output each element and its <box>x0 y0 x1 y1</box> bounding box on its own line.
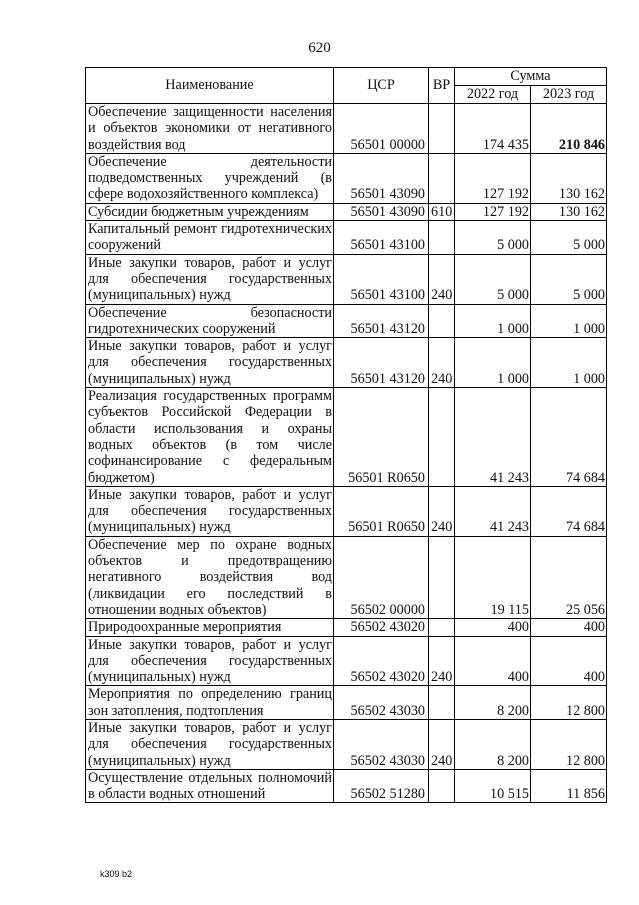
row-name: Реализация государственных программ субъектов Российской Федерации в области использования и охраны водных объектов (в том числе софинансирование с федеральным бюджетом) <box>86 388 334 487</box>
table-row <box>86 153 607 203</box>
row-name: Обеспечение безопасности гидротехнических сооружений <box>86 304 334 338</box>
header-sum: Сумма <box>455 68 607 86</box>
row-2023: 5 000 <box>531 254 607 304</box>
row-2022: 127 192 <box>455 153 531 203</box>
row-name: Иные закупки товаров, работ и услуг для обеспечения государственных (муниципальных) нужд <box>86 338 334 388</box>
row-vr <box>429 388 455 487</box>
row-csr: 56501 R0650 <box>334 388 429 487</box>
footer-code: k309 b2 <box>100 869 133 879</box>
row-2022: 127 192 <box>455 203 531 220</box>
header-year-2023: 2023 год <box>531 86 607 104</box>
row-2023: 400 <box>531 619 607 636</box>
header-csr: ЦСР <box>334 68 429 104</box>
row-name: Обеспечение деятельности подведомственных учреждений (в сфере водохозяйственного комплекса) <box>86 153 334 203</box>
row-2023: 12 800 <box>531 719 607 769</box>
row-vr <box>429 221 455 255</box>
row-2023: 12 800 <box>531 686 607 720</box>
row-2023: 210 846 <box>531 104 607 154</box>
row-csr: 56502 43030 <box>334 719 429 769</box>
table-row <box>86 769 607 803</box>
page-number: 620 <box>308 40 331 56</box>
row-name: Обеспечение мер по охране водных объектов и предотвращению негативного воздействия вод (ликвидации его последствий в отношении водных объектов) <box>86 536 334 618</box>
row-name: Субсидии бюджетным учреждениям <box>86 203 334 220</box>
row-2022: 19 115 <box>455 536 531 618</box>
budget-table <box>85 67 607 803</box>
table-row <box>86 221 607 255</box>
table-row <box>86 619 607 636</box>
header-vr: ВР <box>429 68 455 104</box>
row-2023: 25 056 <box>531 536 607 618</box>
row-csr: 56501 43100 <box>334 221 429 255</box>
row-name: Мероприятия по определению границ зон затопления, подтопления <box>86 686 334 720</box>
row-csr: 56502 43020 <box>334 619 429 636</box>
row-vr <box>429 104 455 154</box>
row-csr: 56501 43100 <box>334 254 429 304</box>
row-csr: 56501 43120 <box>334 338 429 388</box>
row-name: Иные закупки товаров, работ и услуг для обеспечения государственных (муниципальных) нужд <box>86 719 334 769</box>
table-row <box>86 636 607 686</box>
row-2023: 74 684 <box>531 388 607 487</box>
header-year-2022: 2022 год <box>455 86 531 104</box>
row-2023: 130 162 <box>531 203 607 220</box>
row-name: Иные закупки товаров, работ и услуг для обеспечения государственных (муниципальных) нужд <box>86 636 334 686</box>
row-2022: 8 200 <box>455 719 531 769</box>
row-2022: 41 243 <box>455 388 531 487</box>
row-2023: 1 000 <box>531 338 607 388</box>
row-name: Природоохранные мероприятия <box>86 619 334 636</box>
row-vr: 610 <box>429 203 455 220</box>
row-2022: 8 200 <box>455 686 531 720</box>
row-vr <box>429 153 455 203</box>
row-2022: 174 435 <box>455 104 531 154</box>
row-csr: 56501 43090 <box>334 153 429 203</box>
row-csr: 56501 43090 <box>334 203 429 220</box>
row-vr <box>429 536 455 618</box>
row-csr: 56501 00000 <box>334 104 429 154</box>
row-csr: 56502 43030 <box>334 686 429 720</box>
row-csr: 56502 51280 <box>334 769 429 803</box>
row-vr <box>429 769 455 803</box>
row-vr <box>429 686 455 720</box>
header-name: Наименование <box>86 68 334 104</box>
table-row <box>86 304 607 338</box>
row-csr: 56502 00000 <box>334 536 429 618</box>
table-row <box>86 719 607 769</box>
row-2023: 1 000 <box>531 304 607 338</box>
row-2023: 74 684 <box>531 486 607 536</box>
row-2023: 5 000 <box>531 221 607 255</box>
row-csr: 56501 43120 <box>334 304 429 338</box>
table-row <box>86 536 607 618</box>
row-csr: 56502 43020 <box>334 636 429 686</box>
row-name: Капитальный ремонт гидротехнических сооружений <box>86 221 334 255</box>
table-row <box>86 104 607 154</box>
row-2022: 10 515 <box>455 769 531 803</box>
table-row <box>86 686 607 720</box>
row-2022: 5 000 <box>455 254 531 304</box>
table-row <box>86 388 607 487</box>
row-2023: 400 <box>531 636 607 686</box>
row-vr: 240 <box>429 636 455 686</box>
row-name: Иные закупки товаров, работ и услуг для обеспечения государственных (муниципальных) нужд <box>86 486 334 536</box>
row-name: Обеспечение защищенности населения и объектов экономики от негативного воздействия вод <box>86 104 334 154</box>
row-vr: 240 <box>429 486 455 536</box>
row-vr <box>429 619 455 636</box>
table-row <box>86 338 607 388</box>
row-vr <box>429 304 455 338</box>
row-2022: 1 000 <box>455 304 531 338</box>
row-csr: 56501 R0650 <box>334 486 429 536</box>
row-2022: 1 000 <box>455 338 531 388</box>
row-vr: 240 <box>429 719 455 769</box>
row-name: Иные закупки товаров, работ и услуг для обеспечения государственных (муниципальных) нужд <box>86 254 334 304</box>
row-2022: 5 000 <box>455 221 531 255</box>
row-2022: 400 <box>455 636 531 686</box>
row-name: Осуществление отдельных полномочий в области водных отношений <box>86 769 334 803</box>
row-2023: 11 856 <box>531 769 607 803</box>
table-row <box>86 203 607 220</box>
table-row <box>86 254 607 304</box>
row-2022: 400 <box>455 619 531 636</box>
row-2023: 130 162 <box>531 153 607 203</box>
row-vr: 240 <box>429 254 455 304</box>
row-vr: 240 <box>429 338 455 388</box>
row-2022: 41 243 <box>455 486 531 536</box>
table-row <box>86 486 607 536</box>
